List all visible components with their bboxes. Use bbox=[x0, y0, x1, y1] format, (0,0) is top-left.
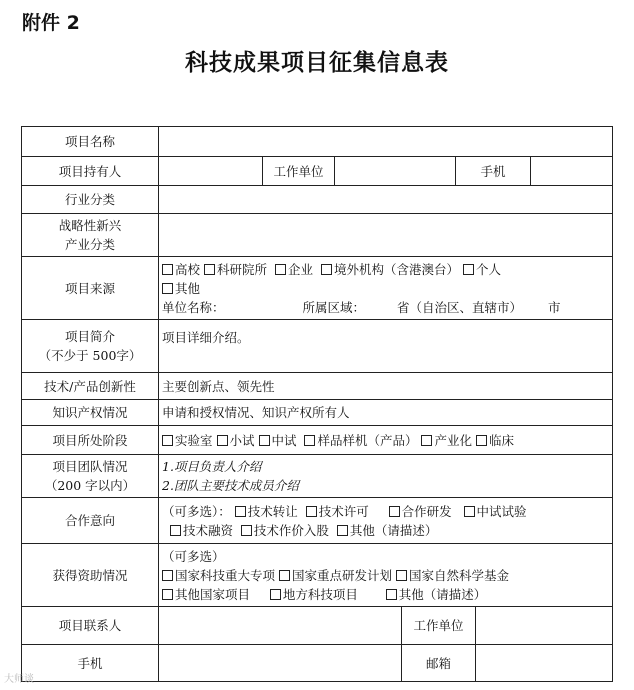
row-funding bbox=[22, 544, 613, 607]
source-option-university[interactable]: 高校 bbox=[162, 262, 200, 277]
phone-label: 手机 bbox=[22, 645, 159, 682]
innovation-label: 技术/产品创新性 bbox=[22, 373, 159, 400]
checkbox-icon bbox=[270, 589, 281, 600]
checkbox-icon bbox=[321, 264, 332, 275]
stage-option-industrial[interactable]: 产业化 bbox=[421, 433, 472, 448]
source-option-enterprise[interactable]: 企业 bbox=[275, 262, 313, 277]
row-contact bbox=[22, 607, 613, 645]
row-industry bbox=[22, 186, 613, 214]
stage-option-small-test[interactable]: 小试 bbox=[217, 433, 255, 448]
row-phone bbox=[22, 645, 613, 682]
checkbox-icon bbox=[389, 506, 400, 517]
intro-label-line1: 项目简介 bbox=[64, 329, 115, 344]
cooperation-options bbox=[159, 498, 613, 544]
phone-input[interactable] bbox=[159, 645, 402, 682]
coop-option-pilot-test[interactable]: 中试试验 bbox=[464, 504, 527, 519]
info-form-table bbox=[21, 126, 613, 682]
checkbox-icon bbox=[386, 589, 397, 600]
checkbox-icon bbox=[204, 264, 215, 275]
strategic-label-line2: 产业分类 bbox=[64, 237, 115, 252]
intro-label-line2: （不少于 500字） bbox=[38, 348, 142, 363]
intro-label bbox=[22, 320, 159, 373]
contact-label: 项目联系人 bbox=[22, 607, 159, 645]
source-unit-line bbox=[162, 298, 609, 317]
stage-label: 项目所处阶段 bbox=[22, 426, 159, 455]
contact-input[interactable] bbox=[159, 607, 402, 645]
stage-option-clinical[interactable]: 临床 bbox=[476, 433, 514, 448]
team-line2: 2.团队主要技术成员介绍 bbox=[162, 478, 299, 493]
checkbox-icon bbox=[259, 435, 270, 446]
stage-option-pilot[interactable]: 中试 bbox=[259, 433, 297, 448]
source-option-other[interactable]: 其他 bbox=[162, 281, 200, 296]
coop-option-equity[interactable]: 技术作价入股 bbox=[241, 523, 329, 538]
row-source bbox=[22, 257, 613, 320]
source-label: 项目来源 bbox=[22, 257, 159, 320]
team-line1: 1.项目负责人介绍 bbox=[162, 459, 262, 474]
coop-option-financing[interactable]: 技术融资 bbox=[170, 523, 233, 538]
stage-option-lab[interactable]: 实验室 bbox=[162, 433, 213, 448]
fund-option-major-project[interactable]: 国家科技重大专项 bbox=[162, 568, 275, 583]
checkbox-icon bbox=[396, 570, 407, 581]
contact-work-unit-input[interactable] bbox=[476, 607, 613, 645]
project-name-input[interactable] bbox=[159, 127, 613, 157]
row-stage bbox=[22, 426, 613, 455]
email-input[interactable] bbox=[476, 645, 613, 682]
checkbox-icon bbox=[162, 570, 173, 581]
contact-work-unit-label: 工作单位 bbox=[402, 607, 476, 645]
stage-option-prototype[interactable]: 样品样机（产品） bbox=[304, 433, 417, 448]
checkbox-icon bbox=[275, 264, 286, 275]
innovation-content[interactable]: 主要创新点、领先性 bbox=[159, 373, 613, 400]
funding-line2 bbox=[162, 585, 609, 604]
checkbox-icon bbox=[304, 435, 315, 446]
checkbox-icon bbox=[162, 589, 173, 600]
row-team bbox=[22, 455, 613, 498]
holder-phone-input[interactable] bbox=[531, 157, 613, 186]
attachment-label: 附件 2 bbox=[22, 12, 80, 34]
fund-option-other-national[interactable]: 其他国家项目 bbox=[162, 587, 250, 602]
strategic-label bbox=[22, 214, 159, 257]
form-title: 科技成果项目征集信息表 bbox=[185, 50, 449, 76]
watermark: 大师谈 bbox=[4, 674, 34, 685]
team-content[interactable] bbox=[159, 455, 613, 498]
ip-label: 知识产权情况 bbox=[22, 400, 159, 426]
province-label: 省（自治区、直辖市） bbox=[397, 299, 523, 315]
source-option-individual[interactable]: 个人 bbox=[463, 262, 501, 277]
checkbox-icon bbox=[162, 264, 173, 275]
cooperation-label: 合作意向 bbox=[22, 498, 159, 544]
checkbox-icon bbox=[463, 264, 474, 275]
project-holder-label: 项目持有人 bbox=[22, 157, 159, 186]
team-label bbox=[22, 455, 159, 498]
row-project-name bbox=[22, 127, 613, 157]
strategic-label-line1: 战略性新兴 bbox=[58, 218, 122, 233]
funding-options bbox=[159, 544, 613, 607]
region-label: 所属区域： bbox=[302, 299, 366, 315]
coop-option-joint-rd[interactable]: 合作研发 bbox=[389, 504, 452, 519]
unit-name-label: 单位名称： bbox=[162, 299, 225, 315]
industry-label: 行业分类 bbox=[22, 186, 159, 214]
source-content bbox=[159, 257, 613, 320]
row-intro bbox=[22, 320, 613, 373]
source-options-line1 bbox=[162, 260, 609, 279]
team-label-line2: （200 字以内） bbox=[44, 478, 136, 493]
row-ip bbox=[22, 400, 613, 426]
row-innovation bbox=[22, 373, 613, 400]
checkbox-icon bbox=[421, 435, 432, 446]
source-option-overseas[interactable]: 境外机构（含港澳台） bbox=[321, 262, 459, 277]
checkbox-icon bbox=[217, 435, 228, 446]
email-label: 邮箱 bbox=[402, 645, 476, 682]
checkbox-icon bbox=[464, 506, 475, 517]
coop-option-license[interactable]: 技术许可 bbox=[306, 504, 369, 519]
checkbox-icon bbox=[162, 283, 173, 294]
holder-work-unit-input[interactable] bbox=[335, 157, 456, 186]
checkbox-icon bbox=[170, 525, 181, 536]
checkbox-icon bbox=[241, 525, 252, 536]
checkbox-icon bbox=[162, 435, 173, 446]
fund-option-nsf[interactable]: 国家自然科学基金 bbox=[396, 568, 509, 583]
coop-option-transfer[interactable]: 技术转让 bbox=[235, 504, 298, 519]
source-option-institute[interactable]: 科研院所 bbox=[204, 262, 267, 277]
cooperation-line2 bbox=[162, 521, 609, 540]
industry-input[interactable] bbox=[159, 186, 613, 214]
intro-content[interactable]: 项目详细介绍。 bbox=[159, 320, 613, 373]
cooperation-line1 bbox=[162, 502, 609, 521]
stage-options bbox=[159, 426, 613, 455]
row-strategic bbox=[22, 214, 613, 257]
ip-content[interactable]: 申请和授权情况、知识产权所有人 bbox=[159, 400, 613, 426]
fund-option-other[interactable]: 其他（请描述） bbox=[386, 587, 487, 602]
fund-option-key-rd[interactable]: 国家重点研发计划 bbox=[279, 568, 392, 583]
holder-phone-label: 手机 bbox=[456, 157, 531, 186]
cooperation-multi-label: （可多选）： bbox=[162, 503, 231, 519]
funding-multi-label: （可多选） bbox=[162, 548, 225, 564]
checkbox-icon bbox=[337, 525, 348, 536]
funding-line1 bbox=[162, 566, 609, 585]
project-name-label: 项目名称 bbox=[22, 127, 159, 157]
source-options-line2 bbox=[162, 279, 609, 298]
holder-work-unit-label: 工作单位 bbox=[263, 157, 335, 186]
city-label: 市 bbox=[548, 299, 561, 315]
coop-option-other[interactable]: 其他（请描述） bbox=[337, 523, 438, 538]
strategic-input[interactable] bbox=[159, 214, 613, 257]
row-project-holder bbox=[22, 157, 613, 186]
row-cooperation bbox=[22, 498, 613, 544]
checkbox-icon bbox=[235, 506, 246, 517]
checkbox-icon bbox=[306, 506, 317, 517]
checkbox-icon bbox=[476, 435, 487, 446]
team-label-line1: 项目团队情况 bbox=[52, 459, 128, 474]
project-holder-input[interactable] bbox=[159, 157, 263, 186]
checkbox-icon bbox=[279, 570, 290, 581]
funding-label: 获得资助情况 bbox=[22, 544, 159, 607]
fund-option-local[interactable]: 地方科技项目 bbox=[270, 587, 358, 602]
